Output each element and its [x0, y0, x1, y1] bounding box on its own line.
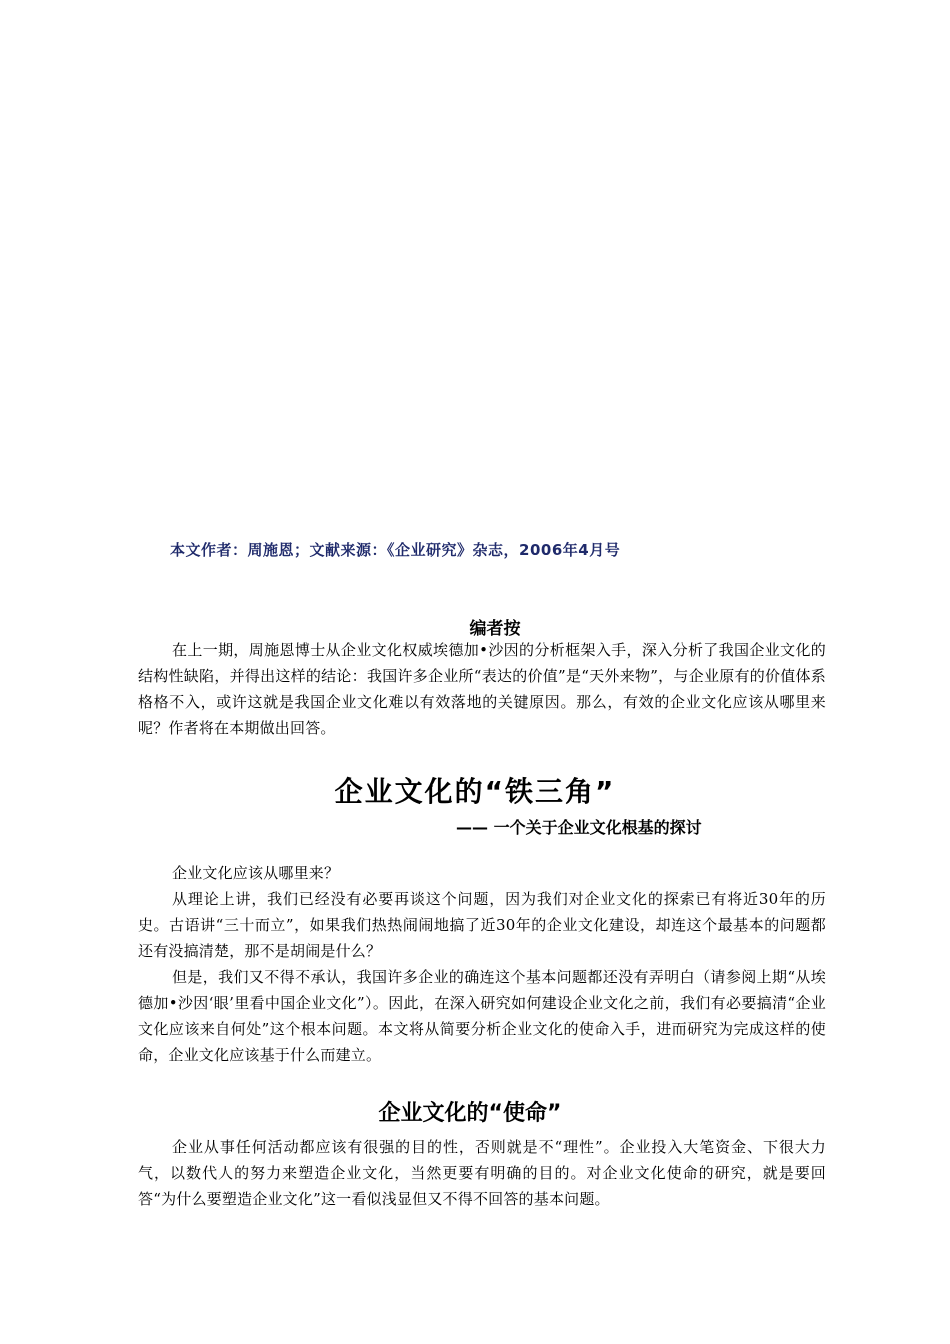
article-paragraph: 企业文化应该从哪里来？: [172, 864, 340, 882]
article-title: 企业文化的“铁三角”: [334, 775, 616, 808]
article-subtitle: —— 一个关于企业文化根基的探讨: [456, 818, 702, 837]
source-line: 本文作者：周施恩；文献来源：《企业研究》杂志，2006年4月号: [170, 541, 621, 559]
editor-note-body: [138, 637, 826, 741]
section-body: [138, 1134, 826, 1212]
section-paragraph: 企业从事任何活动都应该有很强的目的性，否则就是不“理性”。企业投入大笔资金、下很大力气，以数代人的努力来塑造企业文化，当然更要有明确的目的。对企业文化使命的研究，就是要回答“为什么要塑造企业文化”这一看似浅显但又不得不回答的基本问题。: [138, 1138, 826, 1208]
editor-note-paragraph: 在上一期，周施恩博士从企业文化权威埃德加•沙因的分析框架入手，深入分析了我国企业文化的结构性缺陷，并得出这样的结论：我国许多企业所“表达的价值”是“天外来物”，与企业原有的价值体系格格不入，或许这就是我国企业文化难以有效落地的关键原因。那么，有效的企业文化应该从哪里来呢？作者将在本期做出回答。: [138, 641, 826, 737]
article-paragraph: 但是，我们又不得不承认，我国许多企业的确连这个基本问题都还没有弄明白（请参阅上期“从埃德加•沙因‘眼’里看中国企业文化”）。因此，在深入研究如何建设企业文化之前，我们有必要搞清“企业文化应该来自何处”这个根本问题。本文将从简要分析企业文化的使命入手，进而研究为完成这样的使命，企业文化应该基于什么而建立。: [138, 968, 826, 1064]
section-title: 企业文化的“使命”: [378, 1101, 562, 1126]
editor-note-title: 编者按: [469, 619, 521, 639]
article-intro: [138, 860, 826, 1068]
article-paragraph: 从理论上讲，我们已经没有必要再谈这个问题，因为我们对企业文化的探索已有将近30年的历史。古语讲“三十而立”，如果我们热热闹闹地搞了近30年的企业文化建设，却连这个最基本的问题都还有没搞清楚，那不是胡闹是什么？: [138, 890, 826, 960]
